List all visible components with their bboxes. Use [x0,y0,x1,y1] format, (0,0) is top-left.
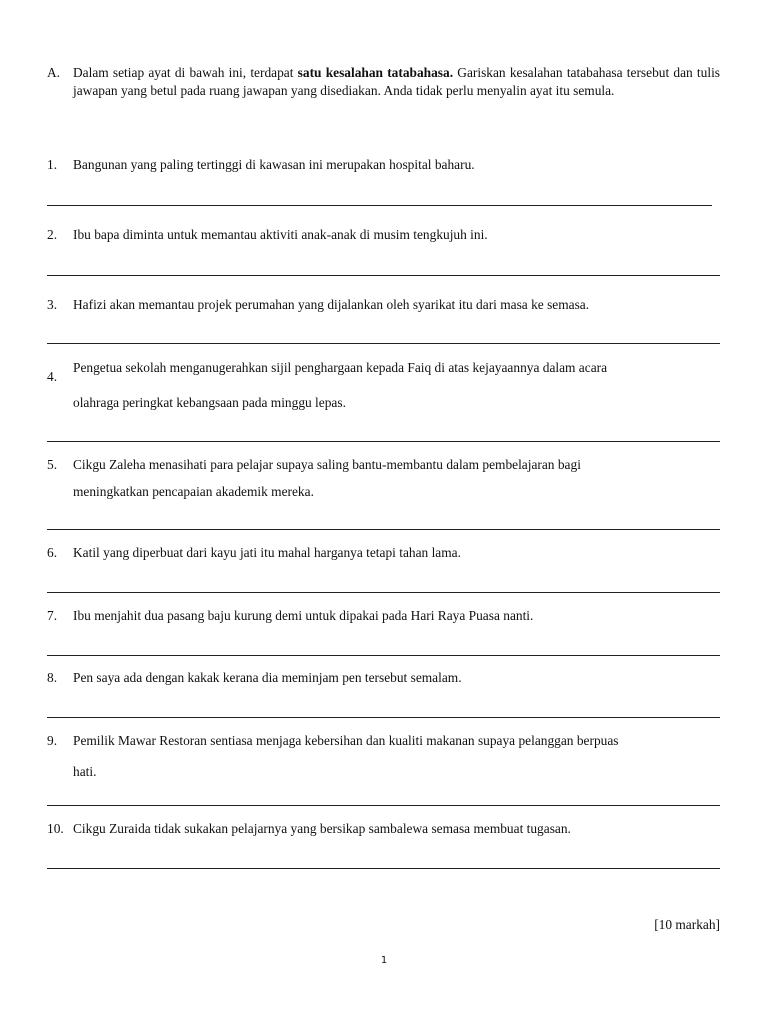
question-line: Ibu menjahit dua pasang baju kurung demi untuk dipakai pada Hari Raya Puasa nanti. [73,608,534,623]
question-7 [47,607,720,625]
question-number: 9. [47,733,58,748]
question-8 [47,669,720,687]
question-3 [47,296,720,314]
question-2 [47,226,720,244]
question-text [73,669,720,687]
answer-line-8[interactable] [47,717,720,718]
question-number: 3. [47,297,58,312]
question-number: 5. [47,457,58,472]
question-1 [47,156,720,174]
question-9 [47,732,720,781]
answer-line-7[interactable] [47,655,720,656]
intro-text-start: Dalam setiap ayat di bawah ini, terdapat [73,65,298,80]
question-text [73,607,720,625]
answer-line-10[interactable] [47,868,720,869]
answer-line-6[interactable] [47,592,720,593]
question-number: 6. [47,545,58,560]
answer-line-5[interactable] [47,529,720,530]
question-line: Hafizi akan memantau projek perumahan yang dijalankan oleh syarikat itu dari masa ke semasa. [73,297,590,312]
question-number: 8. [47,670,58,685]
question-text [73,456,720,501]
question-number: 4. [47,369,58,384]
question-text [73,732,720,781]
question-line: meningkatkan pencapaian akademik mereka. [73,484,314,499]
question-text [73,544,720,562]
question-line: Cikgu Zaleha menasihati para pelajar supaya saling bantu-membantu dalam pembelajaran bagi [73,457,581,472]
question-line: Pemilik Mawar Restoran sentiasa menjaga kebersihan dan kualiti makanan supaya pelanggan berpuas [73,733,619,748]
answer-line-1[interactable] [47,205,712,206]
question-4 [47,359,720,412]
section-intro [73,64,720,100]
total-marks: [10 markah] [654,917,720,932]
question-text [73,156,720,174]
section-instructions [47,64,720,100]
intro-text-end: Gariskan kesalahan tatabahasa tersebut dan tulis jawapan yang betul pada ruang jawapan yang disediakan. Anda tidak perlu menyalin ayat itu semula. [73,65,720,98]
question-line: Pen saya ada dengan kakak kerana dia meminjam pen tersebut semalam. [73,670,462,685]
question-line: olahraga peringkat kebangsaan pada minggu lepas. [73,395,346,410]
question-5 [47,456,720,501]
question-text [73,296,720,314]
question-line: hati. [73,764,97,779]
question-number: 7. [47,608,58,623]
question-text [73,820,720,838]
page-number: 1 [380,955,388,966]
intro-emphasis: satu kesalahan tatabahasa. [297,65,454,80]
question-number: 10. [47,821,64,836]
question-text [73,359,720,412]
question-text [73,226,720,244]
question-line: Bangunan yang paling tertinggi di kawasan ini merupakan hospital baharu. [73,157,475,172]
question-line: Ibu bapa diminta untuk memantau aktiviti anak-anak di musim tengkujuh ini. [73,227,488,242]
answer-line-2[interactable] [47,275,720,276]
section-letter: A. [47,65,61,80]
question-line: Cikgu Zuraida tidak sukakan pelajarnya yang bersikap sambalewa semasa membuat tugasan. [73,821,571,836]
answer-line-9[interactable] [47,805,720,806]
answer-line-3[interactable] [47,343,720,344]
answer-line-4[interactable] [47,441,720,442]
question-10 [47,820,720,838]
question-line: Katil yang diperbuat dari kayu jati itu mahal harganya tetapi tahan lama. [73,545,461,560]
question-number: 1. [47,157,58,172]
question-number: 2. [47,227,58,242]
question-line: Pengetua sekolah menganugerahkan sijil penghargaan kepada Faiq di atas kejayaannya dalam acara [73,360,608,375]
question-6 [47,544,720,562]
